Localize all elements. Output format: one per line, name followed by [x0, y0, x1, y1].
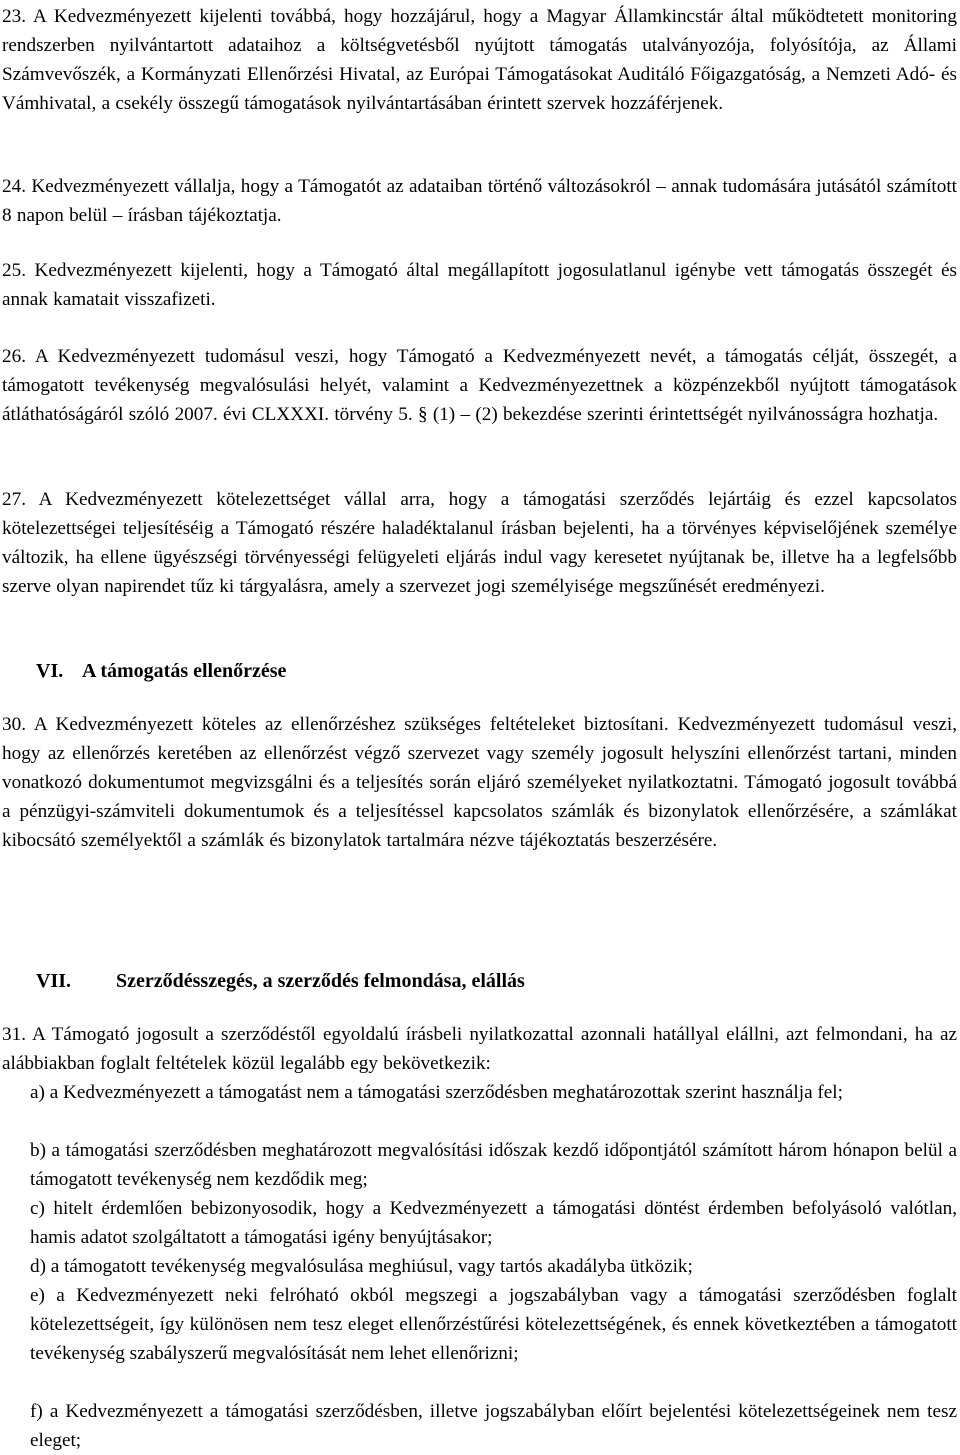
- list-item-a: a) a Kedvezményezett a támogatást nem a támogatási szerződésben meghatározottak szerint használja fel;: [30, 1082, 843, 1103]
- section-title: A támogatás ellenőrzése: [82, 660, 287, 682]
- section-number: VII.: [36, 970, 72, 992]
- section-title: Szerződésszegés, a szerződés felmondása, elállás: [116, 970, 525, 992]
- paragraph-30: 30. A Kedvezményezett köteles az ellenőrzéshez szükséges feltételeket biztosítani. Kedvezményezett tudomásul veszi, hogy az ellenőrzés keretében az ellenőrzést végző szervezet vagy személy jogosult helyszíni ellenőrzést tartani, minden vonatkozó dokumentumot megvizsgálni és a teljesítés során eljáró személyeket nyilatkoztatni. Támogató jogosult továbbá a pénzügyi-számviteli dokumentumok és a teljesítéssel kapcsolatos számlák és bizonylatok ellenőrzésére, a számlákat kibocsátó személyektől a számlák és bizonylatok tartalmára nézve tájékoztatás beszerzésére.: [2, 714, 957, 851]
- list-item-c: c) hitelt érdemlően bebizonyosodik, hogy a Kedvezményezett a támogatási döntést érdemben befolyásoló valótlan, hamis adatot szolgáltatott a támogatási igény benyújtásakor;: [30, 1198, 957, 1248]
- list-item-e: e) a Kedvezményezett neki felróható okból megszegi a jogszabályban vagy a támogatási szerződésben foglalt kötelezettségeit, így különösen nem tesz eleget ellenőrzéstűrési kötelezettségének, és ennek következtében a támogatott tevékenység szabályszerű megvalósítását nem lehet ellenőrizni;: [30, 1285, 957, 1364]
- paragraph-25: 25. Kedvezményezett kijelenti, hogy a Támogató által megállapított jogosulatlanul igénybe vett támogatás összegét és annak kamatait visszafizeti.: [2, 260, 957, 310]
- list-item-f: f) a Kedvezményezett a támogatási szerződésben, illetve jogszabályban előírt bejelentési kötelezettségeinek nem tesz eleget;: [30, 1401, 957, 1451]
- paragraph-26: 26. A Kedvezményezett tudomásul veszi, hogy Támogató a Kedvezményezett nevét, a támogatás célját, összegét, a támogatott tevékenység megvalósulási helyét, valamint a Kedvezményezettnek a közpénzekből nyújtott támogatások átláthatóságáról szóló 2007. évi CLXXXI. törvény 5. § (1) – (2) bekezdése szerinti érintettségét nyilvánosságra hozhatja.: [2, 346, 957, 425]
- paragraph-27: 27. A Kedvezményezett kötelezettséget vállal arra, hogy a támogatási szerződés lejártáig és ezzel kapcsolatos kötelezettségei teljesítéséig a Támogató részére haladéktalanul írásban bejelenti, ha a törvényes képviselőjének személye változik, ha ellene ügyészségi törvényességi felügyeleti eljárás indul vagy keresetet nyújtanak be, illetve ha a legfelsőbb szerve olyan napirendet tűz ki tárgyalásra, amely a szervezet jogi személyisége megszűnését eredményezi.: [2, 489, 957, 597]
- section-heading-vii: [36, 967, 525, 995]
- paragraph-31: 31. A Támogató jogosult a szerződéstől egyoldalú írásbeli nyilatkozattal azonnali hatállyal elállni, azt felmondani, ha az alábbiakban foglalt feltételek közül legalább egy bekövetkezik:: [2, 1024, 957, 1074]
- section-number: VI.: [36, 660, 64, 682]
- section-heading-vi: [36, 657, 286, 685]
- list-item-d: d) a támogatott tevékenység megvalósulása meghiúsul, vagy tartós akadályba ütközik;: [30, 1256, 693, 1277]
- list-item-b: b) a támogatási szerződésben meghatározott megvalósítási időszak kezdő időpontjától számított három hónapon belül a támogatott tevékenység nem kezdődik meg;: [30, 1140, 957, 1190]
- paragraph-23: 23. A Kedvezményezett kijelenti továbbá, hogy hozzájárul, hogy a Magyar Államkincstár által működtetett monitoring rendszerben nyilvántartott adataihoz a költségvetésből nyújtott támogatás utalványozója, folyósítója, az Állami Számvevőszék, a Kormányzati Ellenőrzési Hivatal, az Európai Támogatásokat Auditáló Főigazgatóság, a Nemzeti Adó- és Vámhivatal, a csekély összegű támogatások nyilvántartásában érintett szervek hozzáférjenek.: [2, 6, 957, 114]
- paragraph-24: 24. Kedvezményezett vállalja, hogy a Támogatót az adataiban történő változásokról – annak tudomására jutásától számított 8 napon belül – írásban tájékoztatja.: [2, 176, 957, 226]
